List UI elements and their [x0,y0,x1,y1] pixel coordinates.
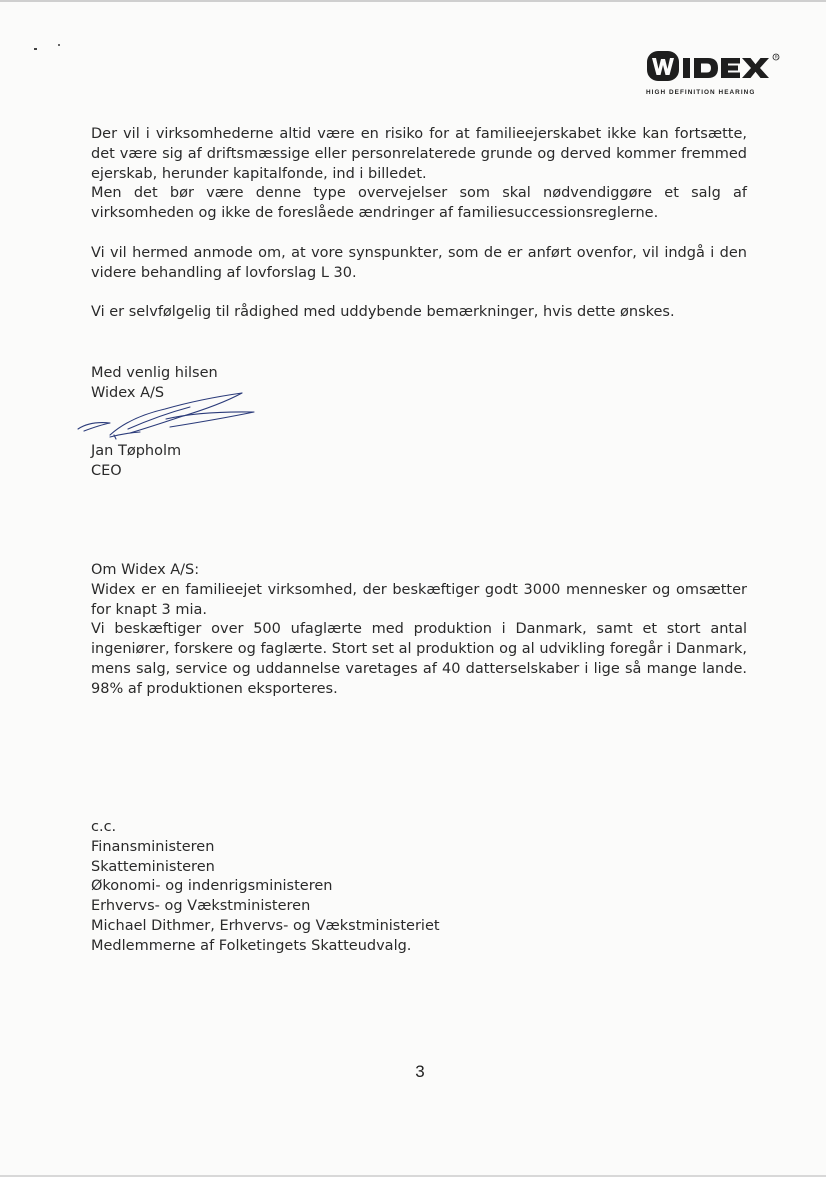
cc-section [91,818,747,957]
about-section [91,561,747,700]
closing-company: Widex A/S [91,384,165,401]
about-paragraph-1: Widex er en familieejet virksomhed, der beskæftiger godt 3000 mennesker og omsætter for knapt 3 mia. [91,581,747,618]
closing-greeting: Med venlig hilsen [91,365,218,381]
cc-recipient: Michael Dithmer, Erhvervs- og Vækstministeriet [91,917,440,934]
signer-block [91,442,391,482]
letter-body [91,125,747,323]
cc-label: c.c. [91,819,117,835]
signer-title: CEO [91,462,122,479]
svg-text:R: R [774,54,778,60]
cc-recipient: Finansministeren [91,838,215,855]
widex-logo [646,46,786,102]
cc-recipient: Medlemmerne af Folketingets Skatteudvalg. [91,937,412,954]
widex-logo-mark [646,46,786,86]
about-heading: Om Widex A/S: [91,562,200,578]
scan-edge-top [0,0,826,2]
page-number: 3 [415,1062,425,1081]
signer-name: Jan Tøpholm [91,443,182,459]
logo-tagline: HIGH DEFINITION HEARING [646,89,756,96]
body-paragraph-1: Der vil i virksomhederne altid være en risiko for at familieejerskabet ikke kan fortsætte, det være sig af driftsmæssige eller personrelaterede grunde og derved kommer fremmed ejerskab, herunder kapitalfonde, ind i billedet. [91,126,747,182]
cc-recipient: Økonomi- og indenrigsministeren [91,878,333,895]
handwritten-signature [70,385,260,441]
body-paragraph-4: Vi er selvfølgelig til rådighed med uddybende bemærkninger, hvis dette ønskes. [91,304,675,321]
scan-specks [34,44,74,54]
about-paragraph-2: Vi beskæftiger over 500 ufaglærte med produktion i Danmark, samt et stort antal ingeniører, forskere og faglærte. Stort set al produktion og al udvikling foregår i Danmark, mens salg, service og uddannelse varetages af 40 datterselskaber i lige så mange lande. 98% af produktionen eksporteres. [91,621,747,697]
body-paragraph-3: Vi vil hermed anmode om, at vore synspunkter, som de er anført ovenfor, vil indgå i den videre behandling af lovforslag L 30. [91,244,747,281]
cc-recipient: Erhvervs- og Vækstministeren [91,898,311,915]
body-paragraph-2: Men det bør være denne type overvejelser som skal nødvendiggøre et salg af virksomheden og ikke de foreslåede ændringer af familiesuccessionsreglerne. [91,185,747,222]
cc-recipient: Skatteministeren [91,858,215,875]
